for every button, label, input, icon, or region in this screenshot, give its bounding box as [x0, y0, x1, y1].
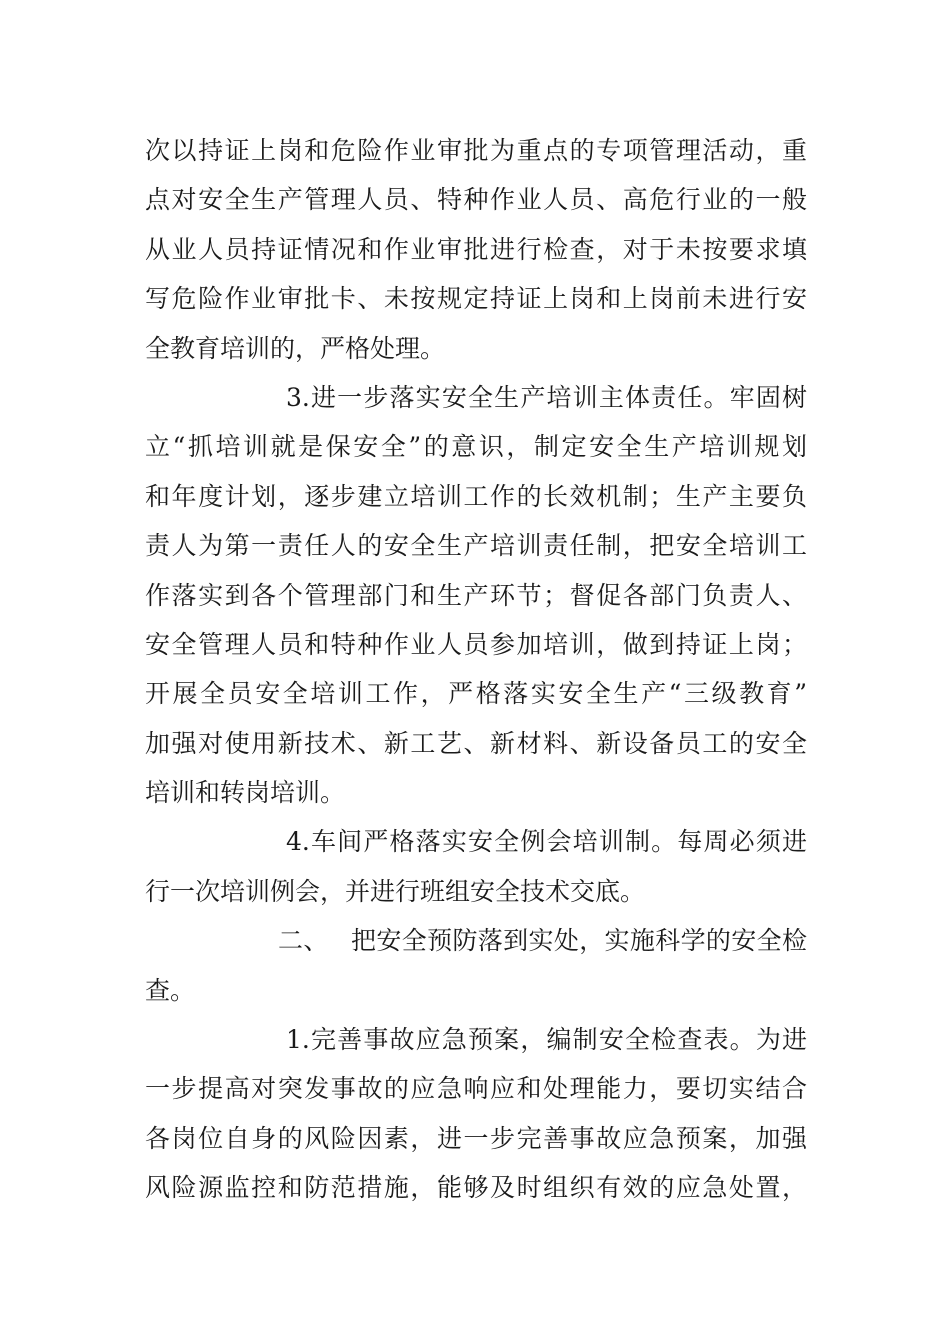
text-line: 培训和转岗培训。 [145, 778, 346, 808]
text-line: 次以持证上岗和危险作业审批为重点的专项管理活动，重 [145, 136, 807, 165]
text-line: 风险源监控和防范措施，能够及时组织有效的应急处置， [145, 1173, 807, 1203]
document-body [145, 126, 807, 1213]
text-line: 从业人员持证情况和作业审批进行检查，对于未按要求填 [145, 234, 807, 264]
section-heading-text: 把安全预防落到实处，实施科学的安全检 [350, 926, 807, 956]
text-line: 开展全员安全培训工作，严格落实安全生产“三级教育” [145, 679, 807, 709]
text-line: 和年度计划，逐步建立培训工作的长效机制；生产主要负 [145, 481, 807, 511]
text-line: 3.进一步落实安全生产培训主体责任。牢固树 [286, 382, 807, 412]
text-line: 查。 [145, 975, 196, 1005]
section-heading-number: 二、 [278, 926, 329, 956]
text-line: 一步提高对突发事故的应急响应和处理能力，要切实结合 [145, 1074, 807, 1104]
text-line: 责人为第一责任人的安全生产培训责任制，把安全培训工 [145, 531, 807, 561]
text-line: 1.完善事故应急预案，编制安全检查表。为进 [286, 1025, 807, 1055]
text-line: 写危险作业审批卡、未按规定持证上岗和上岗前未进行安 [145, 284, 807, 314]
text-line: 立“抓培训就是保安全”的意识，制定安全生产培训规划 [145, 432, 807, 462]
text-line: 全教育培训的，严格处理。 [145, 333, 446, 363]
text-line: 安全管理人员和特种作业人员参加培训，做到持证上岗； [145, 629, 807, 659]
text-line: 作落实到各个管理部门和生产环节；督促各部门负责人、 [145, 580, 807, 610]
section-heading [145, 916, 807, 965]
text-line: 4.车间严格落实安全例会培训制。每周必须进 [286, 827, 807, 857]
text-line: 加强对使用新技术、新工艺、新材料、新设备员工的安全 [145, 728, 807, 758]
text-line: 各岗位自身的风险因素，进一步完善事故应急预案，加强 [145, 1123, 807, 1153]
text-line: 点对安全生产管理人员、特种作业人员、高危行业的一般 [145, 185, 807, 215]
text-line: 行一次培训例会，并进行班组安全技术交底。 [145, 876, 646, 906]
